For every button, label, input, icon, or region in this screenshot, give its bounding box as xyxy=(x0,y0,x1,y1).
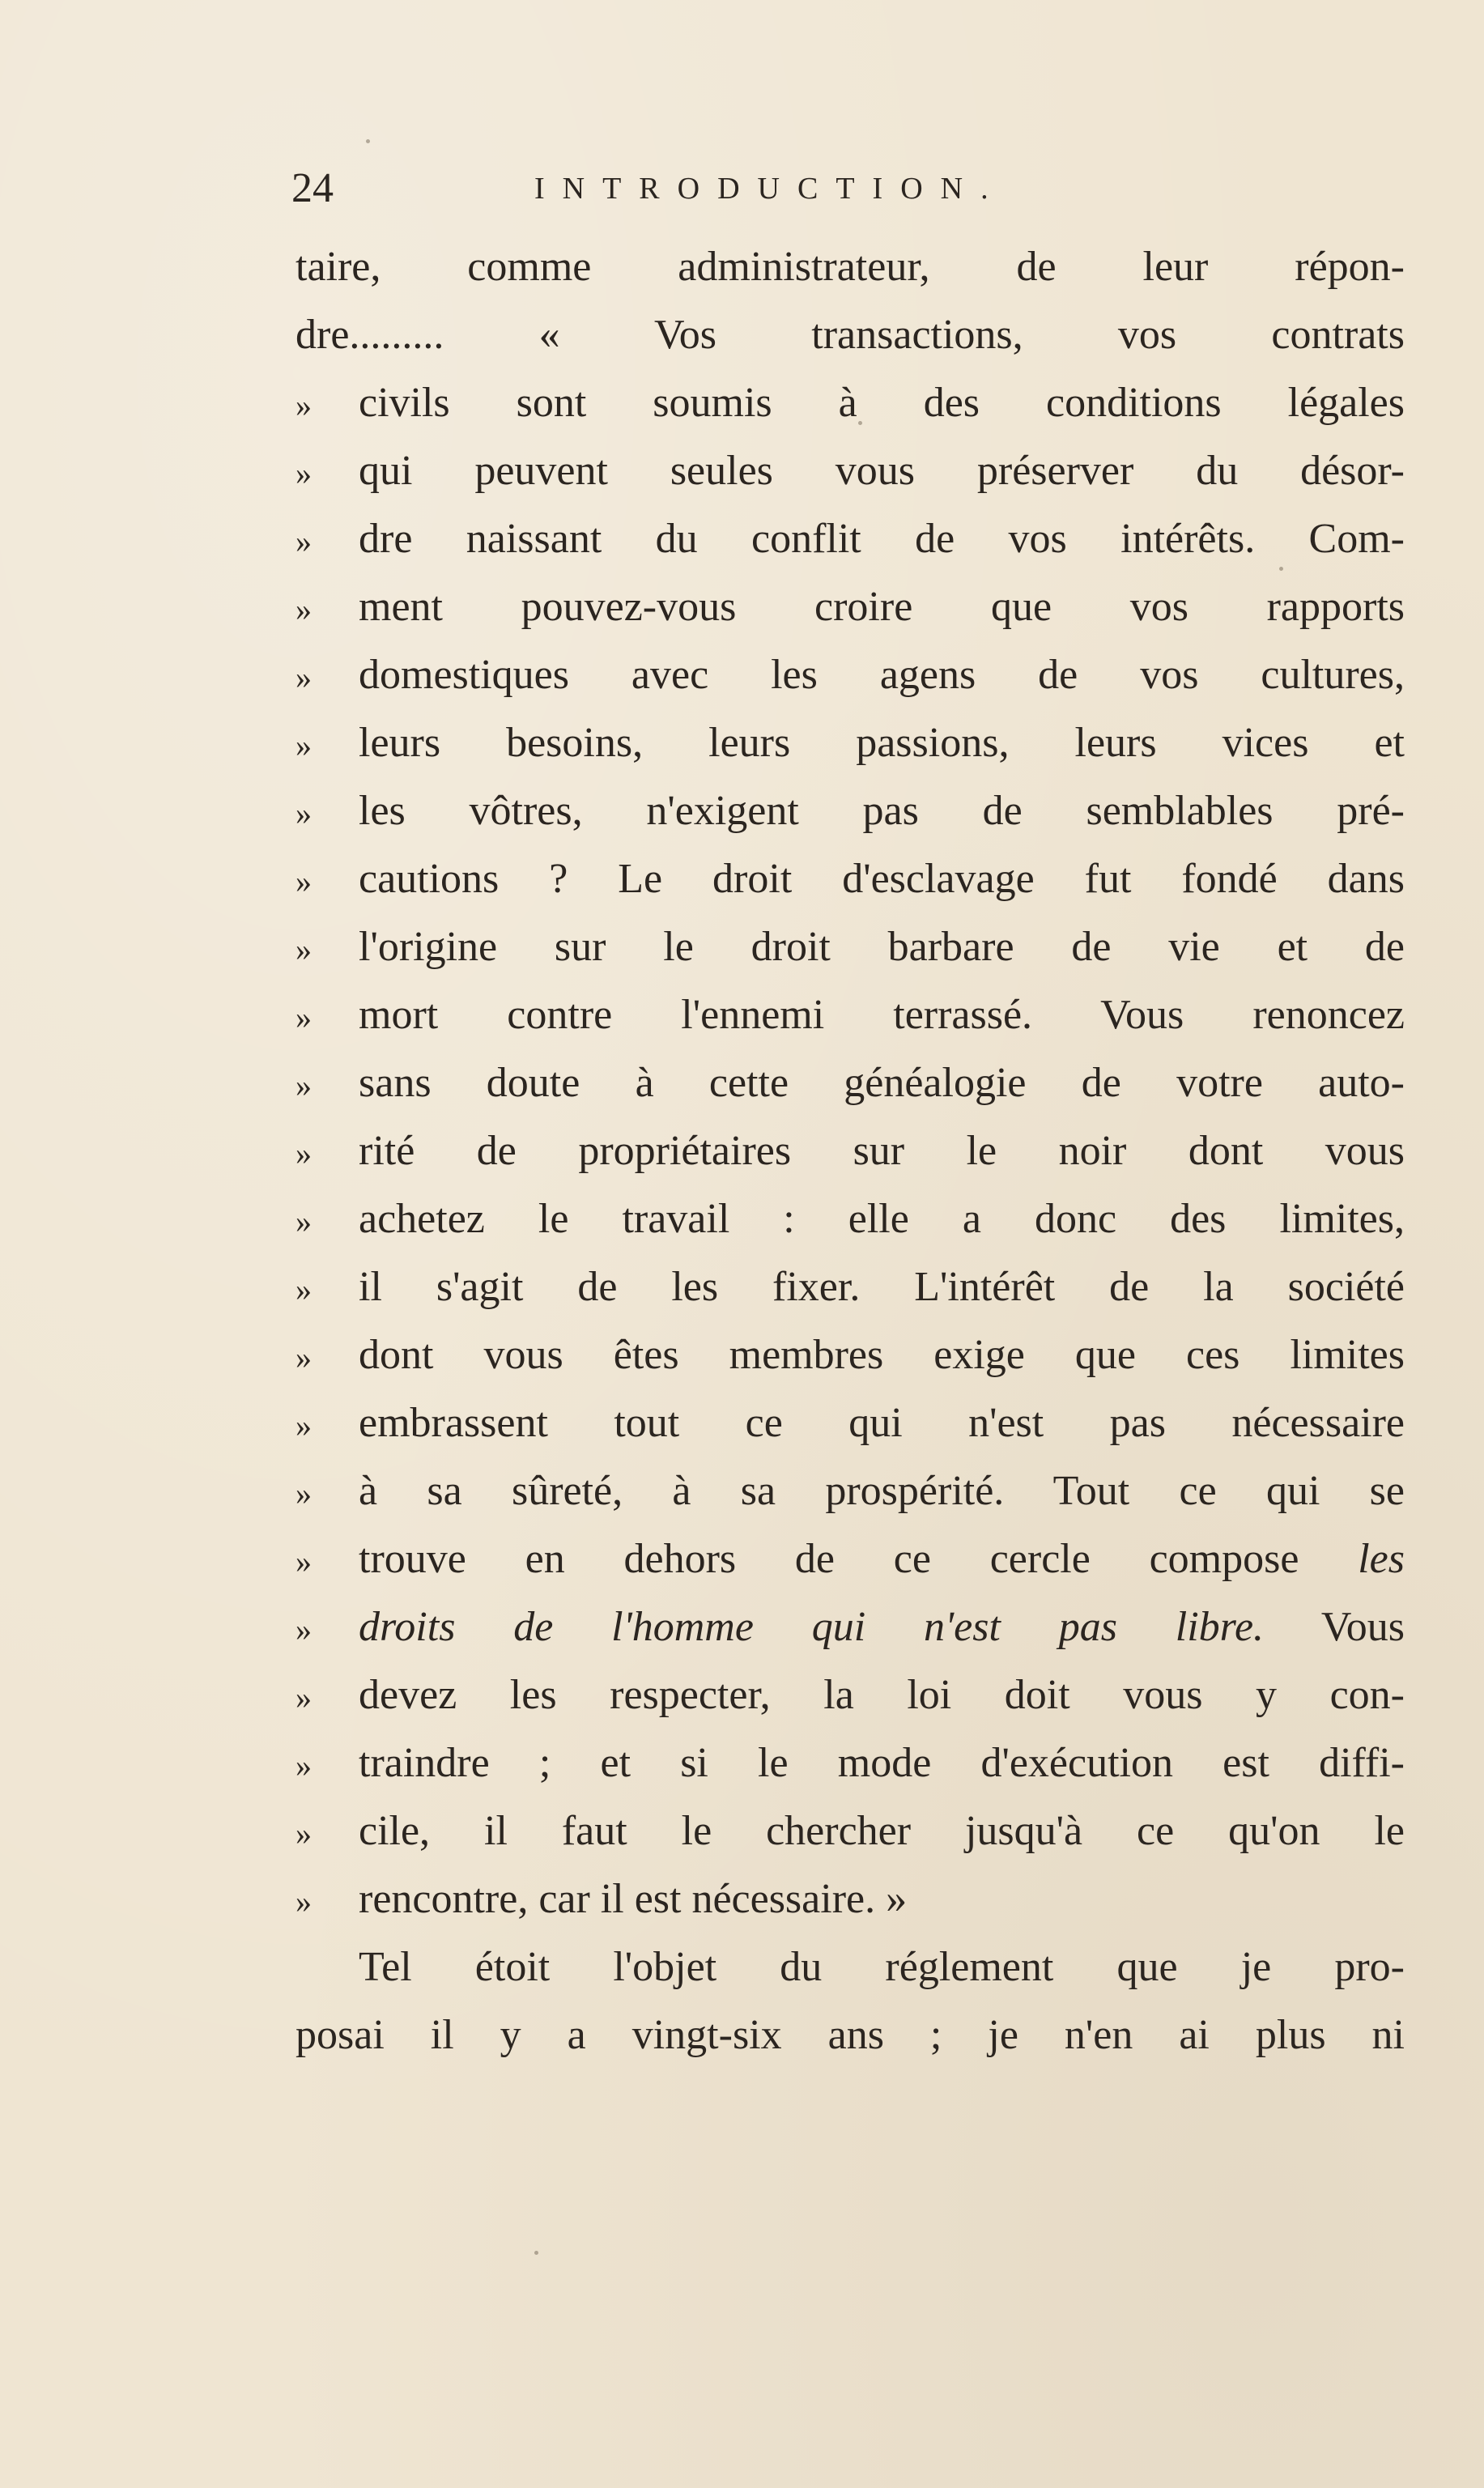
text-line xyxy=(296,1525,1405,1593)
ink-speck xyxy=(534,2251,538,2255)
line-text-segment: cautions ? Le droit d'esclavage fut fondé dans xyxy=(359,856,1405,902)
line-text xyxy=(359,1389,1405,1457)
line-text xyxy=(359,1729,1405,1797)
line-text-segment: devez les respecter, la loi doit vous y con- xyxy=(359,1672,1405,1718)
line-text xyxy=(296,301,1405,369)
text-line xyxy=(296,505,1405,573)
quote-mark: » xyxy=(296,1543,312,1580)
quote-mark: » xyxy=(296,1339,312,1376)
text-line xyxy=(296,1661,1405,1729)
line-text-segment: achetez le travail : elle a donc des limites, xyxy=(359,1196,1405,1242)
quote-mark: » xyxy=(296,659,312,695)
text-line xyxy=(296,1389,1405,1457)
text-line xyxy=(296,1865,1405,1933)
line-text-segment: il s'agit de les fixer. L'intérêt de la société xyxy=(359,1264,1405,1310)
line-text xyxy=(359,1321,1405,1389)
text-line xyxy=(296,1729,1405,1797)
line-text xyxy=(359,1865,1405,1933)
line-text xyxy=(359,1253,1405,1321)
line-text xyxy=(359,1185,1405,1253)
quote-mark: » xyxy=(296,1815,312,1852)
text-line xyxy=(296,641,1405,709)
line-text-segment: l'origine sur le droit barbare de vie et de xyxy=(359,924,1405,970)
line-text xyxy=(359,573,1405,641)
line-text-segment: qui peuvent seules vous préserver du désor- xyxy=(359,448,1405,494)
ink-speck xyxy=(858,421,862,425)
line-text xyxy=(359,505,1405,573)
quote-mark: » xyxy=(296,727,312,763)
text-line xyxy=(296,1593,1405,1661)
line-text-segment: dre......... « Vos transactions, vos contrats xyxy=(296,312,1405,358)
quote-mark: » xyxy=(296,1203,312,1240)
text-line xyxy=(296,301,1405,369)
line-text-segment: Vous xyxy=(1264,1604,1405,1650)
line-text-segment: domestiques avec les agens de vos cultures, xyxy=(359,652,1405,698)
line-text xyxy=(296,233,1405,301)
text-line xyxy=(296,2001,1405,2069)
line-text-segment: trouve en dehors de ce cercle compose xyxy=(359,1536,1359,1582)
quote-mark: » xyxy=(296,1883,312,1920)
text-line xyxy=(296,1797,1405,1865)
quote-mark: » xyxy=(296,523,312,559)
line-text-segment: dre naissant du conflit de vos intérêts. Com- xyxy=(359,516,1405,562)
quote-mark: » xyxy=(296,863,312,900)
quote-mark: » xyxy=(296,591,312,627)
body-text xyxy=(296,233,1405,2069)
line-text xyxy=(359,1797,1405,1865)
text-line xyxy=(296,1185,1405,1253)
line-text-segment: cile, il faut le chercher jusqu'à ce qu'on le xyxy=(359,1808,1405,1854)
text-line xyxy=(296,1933,1405,2001)
quote-mark: » xyxy=(296,1611,312,1648)
line-text xyxy=(359,1525,1405,1593)
line-text xyxy=(359,1593,1405,1661)
text-line xyxy=(296,1117,1405,1185)
line-text xyxy=(359,1117,1405,1185)
line-text-segment: rité de propriétaires sur le noir dont vous xyxy=(359,1128,1405,1174)
text-line xyxy=(296,437,1405,505)
page-number: 24 xyxy=(291,165,334,211)
quote-mark: » xyxy=(296,455,312,491)
running-head: INTRODUCTION. xyxy=(534,172,1006,206)
line-text-segment: traindre ; et si le mode d'exécution est diffi- xyxy=(359,1740,1405,1786)
line-text-segment: embrassent tout ce qui n'est pas nécessaire xyxy=(359,1400,1405,1446)
line-text xyxy=(359,777,1405,845)
line-text-segment: posai il y a vingt-six ans ; je n'en ai plus ni xyxy=(296,2012,1405,2058)
line-text-segment: ment pouvez-vous croire que vos rapports xyxy=(359,584,1405,630)
ink-speck xyxy=(366,139,370,143)
text-line xyxy=(296,1253,1405,1321)
line-text-segment: dont vous êtes membres exige que ces limites xyxy=(359,1332,1405,1378)
line-text-segment: civils sont soumis à des conditions légales xyxy=(359,380,1405,426)
line-text xyxy=(359,437,1405,505)
text-line xyxy=(296,981,1405,1049)
text-line xyxy=(296,233,1405,301)
line-text xyxy=(359,1049,1405,1117)
text-line xyxy=(296,709,1405,777)
quote-mark: » xyxy=(296,931,312,968)
italic-segment: les xyxy=(1358,1536,1405,1582)
line-text xyxy=(359,709,1405,777)
line-text-segment: leurs besoins, leurs passions, leurs vices et xyxy=(359,720,1405,766)
line-text xyxy=(296,1933,1405,2001)
line-text xyxy=(359,641,1405,709)
line-text xyxy=(296,2001,1405,2069)
quote-mark: » xyxy=(296,1067,312,1104)
quote-mark: » xyxy=(296,1135,312,1172)
quote-mark: » xyxy=(296,795,312,831)
line-text-segment: les vôtres, n'exigent pas de semblables pré- xyxy=(359,788,1405,834)
line-text xyxy=(359,1457,1405,1525)
line-text-segment: mort contre l'ennemi terrassé. Vous renoncez xyxy=(359,992,1405,1038)
ink-speck xyxy=(1279,567,1283,571)
quote-mark: » xyxy=(296,387,312,423)
line-text-segment: à sa sûreté, à sa prospérité. Tout ce qui se xyxy=(359,1468,1405,1514)
text-line xyxy=(296,1321,1405,1389)
line-text xyxy=(359,369,1405,437)
line-text-segment: sans doute à cette généalogie de votre auto- xyxy=(359,1060,1405,1106)
text-line xyxy=(296,369,1405,437)
text-line xyxy=(296,913,1405,981)
text-line xyxy=(296,777,1405,845)
text-line xyxy=(296,1457,1405,1525)
line-text-segment: taire, comme administrateur, de leur répon- xyxy=(296,244,1405,290)
line-text xyxy=(359,1661,1405,1729)
line-text-segment: Tel étoit l'objet du réglement que je pro- xyxy=(359,1944,1405,1990)
quote-mark: » xyxy=(296,1407,312,1444)
quote-mark: » xyxy=(296,1679,312,1716)
line-text xyxy=(359,913,1405,981)
line-text xyxy=(359,845,1405,913)
text-line xyxy=(296,573,1405,641)
text-line xyxy=(296,845,1405,913)
page-header xyxy=(291,160,1409,217)
line-text-segment: rencontre, car il est nécessaire. » xyxy=(359,1876,908,1922)
italic-segment: droits de l'homme qui n'est pas libre. xyxy=(359,1604,1265,1650)
quote-mark: » xyxy=(296,1271,312,1308)
quote-mark: » xyxy=(296,1747,312,1784)
quote-mark: » xyxy=(296,1475,312,1512)
line-text xyxy=(359,981,1405,1049)
quote-mark: » xyxy=(296,999,312,1036)
text-line xyxy=(296,1049,1405,1117)
